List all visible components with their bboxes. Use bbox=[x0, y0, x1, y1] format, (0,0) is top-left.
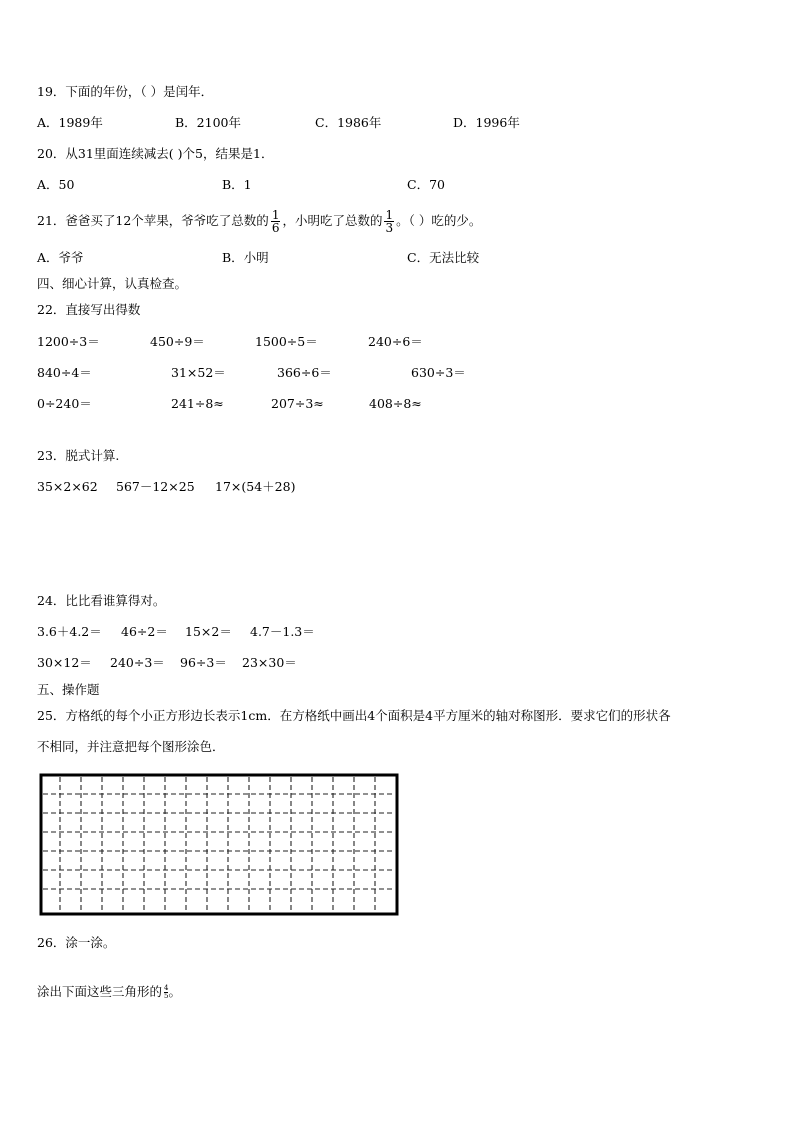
q26-instruction-part-b: 。 bbox=[168, 984, 181, 999]
section-4-heading: 四、细心计算，认真检查。 bbox=[37, 276, 188, 291]
q19-option-c: C．1986年 bbox=[315, 115, 382, 130]
q26-instruction bbox=[37, 984, 181, 1000]
q21-option-a: A．爷爷 bbox=[37, 250, 84, 265]
q20-option-a: A．50 bbox=[37, 177, 75, 192]
q22-item: 207÷3≈ bbox=[271, 396, 324, 411]
q22-stem: 22．直接写出得数 bbox=[37, 302, 141, 317]
q21-fraction-1 bbox=[271, 209, 281, 234]
q22-item: 241÷8≈ bbox=[171, 396, 224, 411]
q24-item: 46÷2＝ bbox=[121, 624, 168, 639]
q21-stem-part-c: 。（ ）吃的少。 bbox=[396, 213, 482, 228]
q24-item: 23×30＝ bbox=[242, 655, 297, 670]
q19-stem: 19．下面的年份，（ ）是闰年． bbox=[37, 84, 214, 99]
q24-stem: 24．比比看谁算得对。 bbox=[37, 593, 166, 608]
q22-item: 0÷240＝ bbox=[37, 396, 92, 411]
q26-stem: 26．涂一涂。 bbox=[37, 935, 116, 950]
q23-stem: 23．脱式计算. bbox=[37, 448, 120, 463]
q21-option-b: B．小明 bbox=[222, 250, 269, 265]
q24-item: 3.6＋4.2＝ bbox=[37, 624, 102, 639]
q20-option-b: B．1 bbox=[222, 177, 252, 192]
grid-dashed-lines bbox=[43, 777, 395, 912]
q26-instruction-part-a: 涂出下面这些三角形的 bbox=[37, 984, 163, 999]
q23-item: 567－12×25 bbox=[116, 479, 195, 494]
q22-item: 408÷8≈ bbox=[369, 396, 422, 411]
section-5-heading: 五、操作题 bbox=[37, 682, 100, 697]
square-grid-paper bbox=[39, 773, 399, 916]
q19-option-a: A．1989年 bbox=[37, 115, 103, 130]
q21-fraction-2-numerator: 1 bbox=[385, 208, 394, 222]
q24-item: 30×12＝ bbox=[37, 655, 92, 670]
q20-option-c: C．70 bbox=[407, 177, 445, 192]
q25-line-2: 不相同，并注意把每个图形涂色． bbox=[37, 739, 225, 754]
q25-line-1: 25．方格纸的每个小正方形边长表示1cm．在方格纸中画出4个面积是4平方厘米的轴对称图形．要求它们的形状各 bbox=[37, 708, 671, 723]
q24-item: 96÷3＝ bbox=[180, 655, 227, 670]
q21-fraction-1-numerator: 1 bbox=[271, 208, 280, 222]
q22-item: 840÷4＝ bbox=[37, 365, 92, 380]
q23-item: 17×(54＋28) bbox=[215, 479, 296, 494]
q22-item: 240÷6＝ bbox=[368, 334, 423, 349]
q21-option-c: C．无法比较 bbox=[407, 250, 480, 265]
q22-item: 1200÷3＝ bbox=[37, 334, 100, 349]
q22-item: 366÷6＝ bbox=[277, 365, 332, 380]
q22-item: 31×52＝ bbox=[171, 365, 226, 380]
q23-item: 35×2×62 bbox=[37, 479, 98, 494]
q22-item: 1500÷5＝ bbox=[255, 334, 318, 349]
q21-stem-part-a: 21．爸爸买了12个苹果，爷爷吃了总数的 bbox=[37, 213, 269, 228]
q21-stem bbox=[37, 207, 481, 235]
q22-item: 630÷3＝ bbox=[411, 365, 466, 380]
q20-stem: 20．从31里面连续减去( )个5，结果是1． bbox=[37, 146, 274, 161]
q24-item: 15×2＝ bbox=[185, 624, 232, 639]
q26-fraction-denominator: 5 bbox=[164, 992, 169, 1000]
q21-fraction-2 bbox=[384, 209, 394, 234]
q22-item: 450÷9＝ bbox=[150, 334, 205, 349]
q21-stem-part-b: ，小明吃了总数的 bbox=[282, 213, 383, 228]
q19-option-b: B．2100年 bbox=[175, 115, 241, 130]
q21-fraction-2-denominator: 3 bbox=[385, 221, 394, 235]
q19-option-d: D．1996年 bbox=[453, 115, 520, 130]
q26-fraction-numerator: 4 bbox=[164, 984, 169, 992]
q24-item: 240÷3＝ bbox=[110, 655, 165, 670]
q24-item: 4.7－1.3＝ bbox=[250, 624, 315, 639]
q21-fraction-1-denominator: 6 bbox=[271, 221, 280, 235]
grid-border bbox=[41, 775, 397, 914]
